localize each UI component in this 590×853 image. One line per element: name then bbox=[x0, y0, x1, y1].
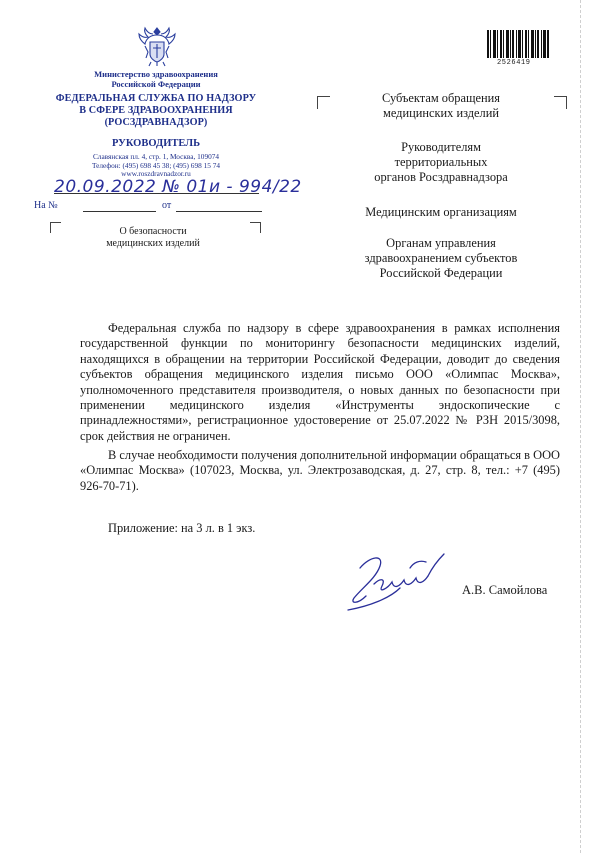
recipient-1 bbox=[318, 91, 564, 121]
recipient-4-line-2: здравоохранением субъектов bbox=[364, 251, 518, 265]
body-paragraph-1: Федеральная служба по надзору в сфере здравоохранения в рамках исполнения государственной функции по мониторингу безопасности медицинских изделий, находящихся в обращении на территории Российской Федерации, доводит до сведения субъектов обращения медицинского изделия письмо ООО «Олимпас Москва», уполномоченного представителя производителя, о новых данных по безопасности при применении медицинского изделия «Инструменты эндоскопические с принадлежностями», регистрационное удостоверение от 25.07.2022 № РЗН 2015/3098, срок действия не ограничен. bbox=[80, 321, 560, 443]
recipient-3 bbox=[318, 205, 564, 220]
ministry-name bbox=[60, 69, 252, 89]
address: Славянская пл. 4, стр. 1, Москва, 109074 bbox=[92, 152, 220, 161]
signatory-name: А.В. Самойлова bbox=[462, 583, 548, 597]
recipient-4 bbox=[318, 236, 564, 281]
recipient-2-line-1: Руководителям bbox=[401, 140, 481, 154]
ministry-line-1: Министерство здравоохранения bbox=[94, 69, 218, 79]
recipient-2 bbox=[318, 140, 564, 185]
barcode bbox=[487, 30, 549, 58]
na-label: На № bbox=[34, 200, 58, 211]
service-line-2: В СФЕРЕ ЗДРАВООХРАНЕНИЯ bbox=[79, 105, 233, 116]
subject-line-2: медицинских изделий bbox=[106, 238, 200, 249]
service-line-1: ФЕДЕРАЛЬНАЯ СЛУЖБА ПО НАДЗОРУ bbox=[55, 93, 257, 104]
service-name bbox=[50, 93, 262, 129]
scan-edge-line bbox=[580, 0, 581, 853]
phone: Телефон: (495) 698 45 38; (495) 698 15 74 bbox=[91, 160, 220, 170]
attachment-note: Приложение: на 3 л. в 1 экз. bbox=[108, 521, 256, 535]
barcode-number: 2526419 bbox=[497, 59, 531, 67]
coat-of-arms-emblem-icon bbox=[136, 24, 178, 68]
recipient-1-line-2: медицинских изделий bbox=[383, 106, 499, 120]
recipient-2-line-2: территориальных bbox=[394, 155, 488, 169]
outgoing-ref-underline bbox=[54, 193, 259, 194]
website: www.roszdravnadzor.ru bbox=[121, 169, 191, 179]
body-paragraph-2: В случае необходимости получения дополнительной информации обращаться в ООО «Олимпас Москва» (107023, Москва, ул. Электрозаводская, д. 27, стр. 8, тел.: +7 (495) 926-70-71). bbox=[80, 448, 560, 493]
ot-label: от bbox=[162, 200, 172, 211]
subject-bracket-right bbox=[250, 222, 261, 233]
na-number-line bbox=[83, 211, 156, 212]
address-block bbox=[52, 153, 260, 179]
ministry-line-2: Российской Федерации bbox=[111, 79, 201, 89]
recipient-1-line-1: Субъектам обращения bbox=[382, 91, 500, 105]
subject-line-1: О безопасности bbox=[119, 226, 187, 237]
service-line-3: (РОСЗДРАВНАДЗОР) bbox=[104, 117, 208, 128]
handwritten-signature bbox=[340, 548, 450, 618]
subject bbox=[58, 226, 248, 250]
recipient-4-line-1: Органам управления bbox=[386, 236, 496, 250]
head-title: РУКОВОДИТЕЛЬ bbox=[111, 138, 201, 149]
ot-date-line bbox=[176, 211, 262, 212]
recipient-3-line-1: Медицинским организациям bbox=[365, 205, 517, 219]
handwritten-outgoing-ref: 20.09.2022 № 01и - 994/22 bbox=[54, 177, 302, 197]
recipient-4-line-3: Российской Федерации bbox=[379, 266, 503, 280]
recipient-2-line-3: органов Росздравнадзора bbox=[374, 170, 508, 184]
